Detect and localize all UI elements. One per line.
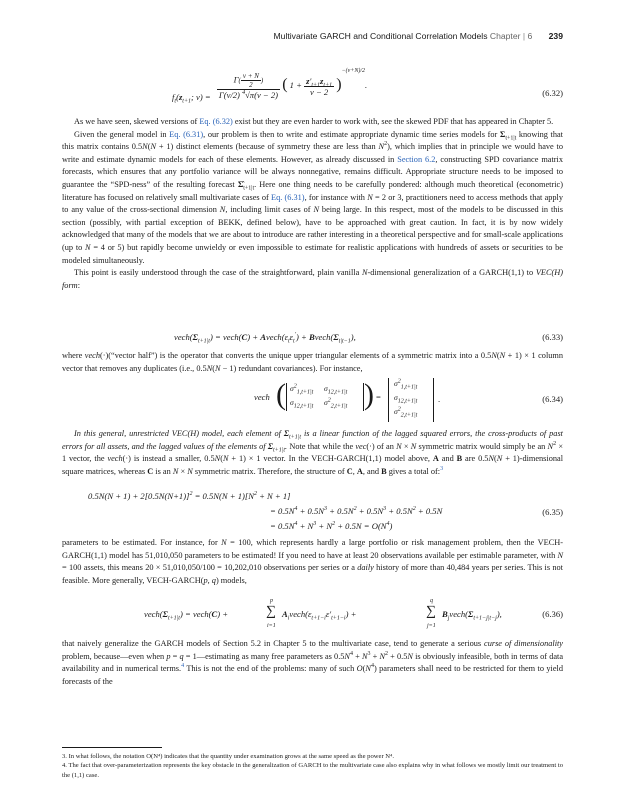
page-number: 239 bbox=[548, 31, 563, 41]
paragraph: that naively generalize the GARCH models of Section 5.2 in Chapter 5 to the multivariate case, tend to generate a serious curse of dimensionality problem, because—even when p = q = 1—estimating as many free parameters as $0.5N^4 + N^3 + N^2 + 0.5N$ is obviously infeasible, both in terms of data availability and in numerical terms.$^4$ This is not the end of the problems: many of such $O(N^4)$ parameters shall need to be restricted for them to yield forecasts of the bbox=[62, 639, 564, 686]
equation-number: (6.35) bbox=[542, 507, 563, 517]
chapter-label: Chapter | 6 bbox=[489, 31, 533, 41]
section-link[interactable]: Section 6.2 bbox=[397, 154, 436, 164]
paragraph: where vech(·)(“vector half”) is the operator that converts the unique upper triangular elements of a symmetric matrix into a 0.5N(N + 1) × 1 column vector that removes any duplicates (i.e., 0.5N(N − 1) redundant covariances). For instance, bbox=[62, 351, 563, 373]
equation-6-35-line-3: = $0.5N^4 + N^3 + N^2 + 0.5N = O(N^4)$ bbox=[270, 521, 393, 531]
running-title: Multivariate GARCH and Conditional Correlation Models bbox=[273, 31, 488, 41]
eq-link[interactable]: Eq. (6.31) bbox=[271, 192, 305, 202]
equation-6-33 bbox=[62, 332, 563, 346]
footnote-3: 3. In what follows, the notation O(N⁴) indicates that the quantity under examination grows at the same speed as the power N⁴. bbox=[62, 753, 395, 760]
footnote-4: 4. The fact that over-parameterization represents the key obstacle in the generalization of GARCH to the multivariate case also explains why in what follows we mostly limit our treatment to the (1,1) case. bbox=[62, 762, 563, 779]
equation-6-33-body: $vech(\Sigma_{t+1|t})$ = vech(C) + $Avech(\varepsilon_t\varepsilon_t')$ + $Bvech(\Sigma_{t|t-1})$, bbox=[174, 332, 356, 345]
paragraph: parameters to be estimated. For instance, for N = 100, which represents hardly a large portfolio or risk management problem, then the VECH-GARCH(1,1) model has 51,010,050 parameters to be estimated! If you need to have at least 20 observations available per estimable parameter, with N = 100 assets, this means 20 × 51,010,050/100 = 10,202,010 observations per series or a daily history of more than 40,484 years per series. This is not feasible. More generally, VECH-GARCH(p, q) models, bbox=[62, 538, 563, 585]
running-header bbox=[62, 31, 563, 45]
equation-6-34: vech ( $\sigma^2_{1,t+1|t}$ $\sigma_{12,t+1|t}$ $\sigma_{12,t+1|t}$ $\sigma^2_{2,t+1|t}$ ) = $\sigma^2_{1,t+1|t}$ $\sigma_{12,t+1|t}$ $\sigma^2_{2,t+1|t}$ . (6.34) bbox=[62, 378, 563, 424]
equation-6-32-body: $f_t(z_{t+1}$; ν) = Γ( $\frac{\nu + N}{2}$ ) Γ(ν/2) $^4$√π(ν − 2) ( 1 + $\frac{z'_{t+1}z_{t+1}}{\nu - 2}$ )$^{-(\nu+N)/2}$. bbox=[172, 68, 368, 105]
eq-link[interactable]: Eq. (6.31) bbox=[169, 129, 204, 139]
paragraph: In this general, unrestricted VEC(H) model, each element of $\Sigma_{t+1|t}$ is a linear function of the lagged squared errors, the cross-products of past errors for all assets, and the lagged values of the elements of $\Sigma_{t+1|t}$. Note that while the vec(·) of an N × N symmetric matrix would simply be an $N^2 \times 1$ vector, the vech(·) is instead a smaller, 0.5N(N + 1) × 1 vector. In the VECH-GARCH(1,1) model above, A and B are 0.5N(N + 1)-dimensional square matrices, whereas C is an N × N symmetric matrix. Therefore, the structure of C, A, and B gives a total of:$^3$ bbox=[62, 429, 564, 476]
body-text-block-4 bbox=[62, 537, 563, 587]
paragraph: Given the general model in Eq. (6.31), our problem is then to write and estimate appropriate dynamic time series models for $\Sigma_{t+1|t}$ knowing that this matrix contains 0.5N(N + 1) distinct elements (because of symmetry these are less than $N^2$), which implies that in principle we would have to write and estimate dynamic models for each of these elements. However, as already discussed in Section 6.2, constructing SPD covariance matrix forecasts, which ensures that any portfolio variance will be always nonnegative, remains difficult. Appropriate structure needs to be imposed to guarantee the “SPD-ness” of the resulting forecast $\Sigmâ_{t+1|t}$. Here one thing needs to be carefully pondered: although much theoretical (econometric) literature has focused on relatively small multivariate cases of Eq. (6.31), for instance with N = 2 or 3, practitioners need to access methods that apply to any value of the cross-sectional dimension N, including limit cases of N being large. In this respect, most of the models to be discussed in this section (possibly, with partial exception of BEKK, defined below), have to be approached with great caution. In fact, it is by now widely acknowledged that many of the models that we are about to introduce are rather interesting in a theoretical perspective and for small-scale applications (up to N = 4 or 5) but rapidly become unwieldy or even impossible to estimate for realistic applications with hundreds of assets or securities to be modeled simultaneously. bbox=[62, 129, 564, 265]
equation-6-35-line-2: = $0.5N^4 + 0.5N^3 + 0.5N^2 + 0.5N^3 + 0.5N^2 + 0.5N$ bbox=[270, 506, 443, 516]
footnotes bbox=[62, 747, 563, 780]
body-text-block-3 bbox=[62, 428, 563, 478]
equation-number: (6.34) bbox=[542, 394, 563, 404]
equation-6-32 bbox=[62, 68, 563, 112]
body-text-block-2 bbox=[62, 350, 563, 375]
body-text-block-1 bbox=[62, 116, 563, 292]
equation-number: (6.33) bbox=[542, 332, 563, 342]
equation-6-35 bbox=[62, 491, 563, 535]
paragraph: This point is easily understood through the case of the straightforward, plain vanilla N-dimensional generalization of a GARCH(1,1) to VEC(H) form: bbox=[62, 268, 564, 290]
eq-link[interactable]: Eq. (6.32) bbox=[199, 117, 233, 126]
equation-number: (6.32) bbox=[542, 88, 563, 98]
equation-number: (6.36) bbox=[542, 609, 563, 619]
footnote-rule bbox=[62, 747, 162, 748]
equation-6-35-line-1: $0.5N(N + 1) + 2[0.5N(N+1)]^2 = 0.5N(N + 1)[N^2 + N + 1]$ bbox=[88, 491, 291, 501]
equation-6-36: $vech(\Sigma_{t+1|t})$ = vech(C) + p ∑ i=1 $A_ivech(\varepsilon_{t+1-i}\varepsilon'_{t+1-i})$ + q ∑ j=1 $B_jvech(\Sigma_{t+1-j|t-j})$, (6.36) bbox=[144, 598, 563, 629]
body-text-block-5 bbox=[62, 638, 563, 688]
paragraph: As we have seen, skewed versions of Eq. (6.32) exist but they are even harder to work with, see the skewed PDF that has appeared in Chapter 5. bbox=[74, 117, 554, 126]
